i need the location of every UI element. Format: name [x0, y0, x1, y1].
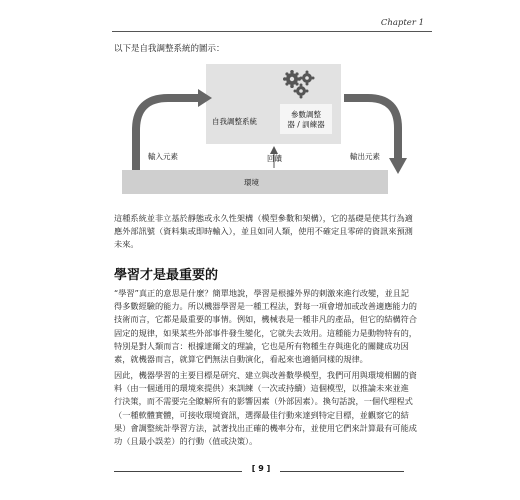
footer-rule-left: [114, 471, 242, 472]
text-line: 果）會調整統計學習方法，試著找出正確的機率分布，並使用它們來計算最有可能成: [114, 422, 417, 433]
intro-sentence: 以下是自我調整系統的圖示：: [114, 44, 225, 54]
output-elements-label: 輸出元素: [350, 152, 380, 161]
diagram-arrows: [122, 60, 414, 220]
text-line: 未來。: [114, 239, 139, 250]
text-line: 特別是對人類而言：根據達爾文的理論，它也是所有物種生存與進化的關鍵成功因: [114, 340, 409, 351]
page-number: [ 9 ]: [251, 464, 271, 473]
section-title: 學習才是最重要的: [114, 268, 219, 283]
paragraph-learning: [114, 287, 417, 366]
text-line: 應外部訊號（資料集或即時輸入），並且如同人類，使用不確定且零碎的資訊來預測: [114, 226, 413, 237]
text-line: 技術而言，它都是最重要的事情。例如，機械表是一種非凡的產品，但它的結構符合: [114, 314, 417, 325]
gears-icon: [280, 69, 320, 99]
system-label: 自我調整系統: [212, 117, 257, 126]
text-line: 素，就機器而言，就算它們無法自動演化，看起來也適循同樣的規律。: [114, 354, 368, 365]
feedback-label: 回饋: [267, 154, 282, 163]
text-line: （一種軟體實體，可接收環境資訊，選擇最佳行動來達到特定目標，並觀察它的結: [114, 409, 409, 420]
text-line: 因此，機器學習的主要目標是研究、建立與改善數學模型，我們可用與環境相關的資: [114, 370, 417, 380]
header-rule: [112, 31, 432, 32]
text-line: 這種系統並非立基於靜態或永久性架構（模型參數和架構），它的基礎是使其行為適: [114, 213, 413, 223]
paragraph-ml-goal: [114, 369, 417, 448]
environment-label: 環境: [244, 178, 259, 187]
page-number-value: 9: [258, 464, 264, 473]
text-line: “學習”真正的意思是什麼？簡單地說，學習是根據外界的刺激來進行改變，並且記: [114, 288, 410, 298]
text-line: 功（且最小誤差）的行動（值或決策）。: [114, 436, 258, 447]
input-elements-label: 輸入元素: [148, 152, 178, 161]
footer-rule-right: [280, 471, 404, 472]
paragraph-system-description: [114, 212, 413, 252]
text-line: 固定的規律，如果某些外部事件發生變化，它就失去效用。這種能力是動物特有的，: [114, 327, 417, 338]
text-line: 行決策，而不需要完全瞭解所有的影響因素（外部因素）。換句話說，一個代理程式: [114, 396, 413, 407]
self-adjusting-system-diagram: [122, 60, 414, 220]
text-line: 得多數經驗的能力。所以機器學習是一種工程法，對每一項會增加或改善適應能力的: [114, 301, 417, 312]
parameter-adjuster-label-line1: 參數調整: [291, 110, 321, 119]
parameter-adjuster-label-line2: 器 / 訓練器: [287, 120, 325, 129]
text-line: 料（由一個通用的環境來提供）來訓練（一次或持續）這個模型，以推論未來並進: [114, 383, 409, 394]
chapter-header: Chapter 1: [380, 18, 424, 28]
